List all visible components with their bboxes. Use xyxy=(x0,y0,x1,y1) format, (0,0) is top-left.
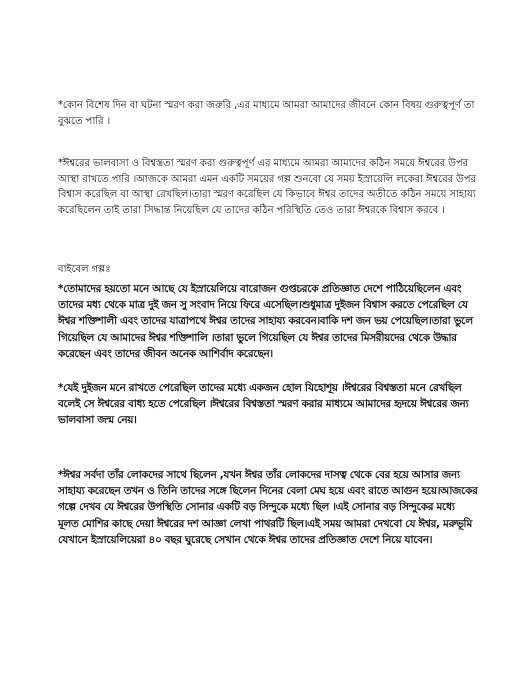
bible-story-heading: বাইবেল গল্পঃ xyxy=(58,264,111,275)
ark-paragraph: *ঈশ্বর সর্বদা তাঁর লোকদের সাথে ছিলেন ,যখন ঈশ্বর তাঁর লোকদের দাসত্ব থেকে বের হয়ে আসার জন্য সাহায্য করেছেন তখন ও তিনি তাদের সঙ্গে ছিলেন দিনের বেলা মেঘ হয়ে এবং রাতে আগুন হয়ে।আজকের গল্পে দেখব যে ঈশ্বরের উপস্থিতি সোনার একটি বড় সিন্দুকে মধ্যে ছিল ।এই সোনার বড় সিন্দুকের মধ্যে মূলত মোশির কাছে দেয়া ঈশ্বরের দশ আজ্ঞা লেখা পাথরটি ছিল।এই সময় আমরা দেখবো যে ঈশ্বর, মরুভূমি যেখানে ইস্রায়েলিয়েরা ৪০ বছর ঘুরেছে সেখান থেকে ঈশ্বর তাদের প্রতিজ্ঞাত দেশে নিয়ে যাবেন। xyxy=(58,469,478,546)
intro-paragraph: *কোন বিশেষ দিন বা ঘটনা স্মরণ করা জরুরি ,এর মাধ্যমে আমরা আমাদের জীবনে কোন বিষয় গুরুত্বপূর্ণ তা বুঝতে পারি । xyxy=(58,100,475,127)
spies-story-paragraph: *তোমাদের হয়তো মনে আছে যে ইস্রায়েলিয়ে বারোজন গুপ্তচরকে প্রতিজ্ঞাত দেশে পাঠিয়েছিলেন এবং তাদের মধ্য থেকে মাত্র দুই জন সু সংবাদ নিয়ে ফিরে এসেছিল।শুধুমাত্র দুইজন বিশ্বাস করতে পেরেছিল যে ঈশ্বর শক্তিশালী এবং তাদের যাত্রাপথে ঈশ্বর তাদের সাহায্য করবেন।বাকি দশ জন ভয় পেয়েছিল।তারা ভুলে গিয়েছিল যে আমাদের ঈশ্বর শক্তিশালি ।তারা ভুলে গিয়েছিল যে ঈশ্বর তাদের মিসরীয়দের থেকে উদ্ধার করেছেন এবং তাদের জীবন অনেক আশির্বাদ করেছেন। xyxy=(58,283,473,360)
joshua-paragraph: *যেই দুইজন মনে রাখতে পেরেছিল তাদের মধ্যে একজন হোল যিহোশূয় ।ঈশ্বরের বিশ্বস্ততা মনে রেখছিল বলেই সে ঈশ্বরের বাধ্য হতে পেরেছিল ।ঈশ্বরের বিশ্বস্ততা স্মরণ করার মাধ্যমে আমাদের হৃদয়ে ঈশ্বরের জন্য ভালবাসা জন্ম নেয়। xyxy=(58,382,469,427)
faithfulness-paragraph: *ঈশ্বরের ভালবাসা ও বিশ্বস্ততা স্মরণ করা গুরুত্বপূর্ণ এর মাধ্যমে আমরা আমাদের কঠিন সময়ে ঈশ্বরের উপর আস্থা রাখতে পারি ।আজকে আমরা এমন একটি সময়ের গল্প শুনবো যে সময় ইস্রায়েলি লকেরা ঈশ্বরের উপর বিশ্বাস করেছিল বা আস্থা রেখছিল।তারা স্মরণ করেছিল যে কিভাবে ঈশ্বর তাদের অতীতে কঠিন সময়ে সাহায্য করেছিলেন তাই তারা সিদ্ধান্ত নিয়েছিল যে তাদের কঠিন পরিস্থিতি তেও তারা ঈশ্বরকে বিশ্বাস করবে । xyxy=(58,158,476,216)
